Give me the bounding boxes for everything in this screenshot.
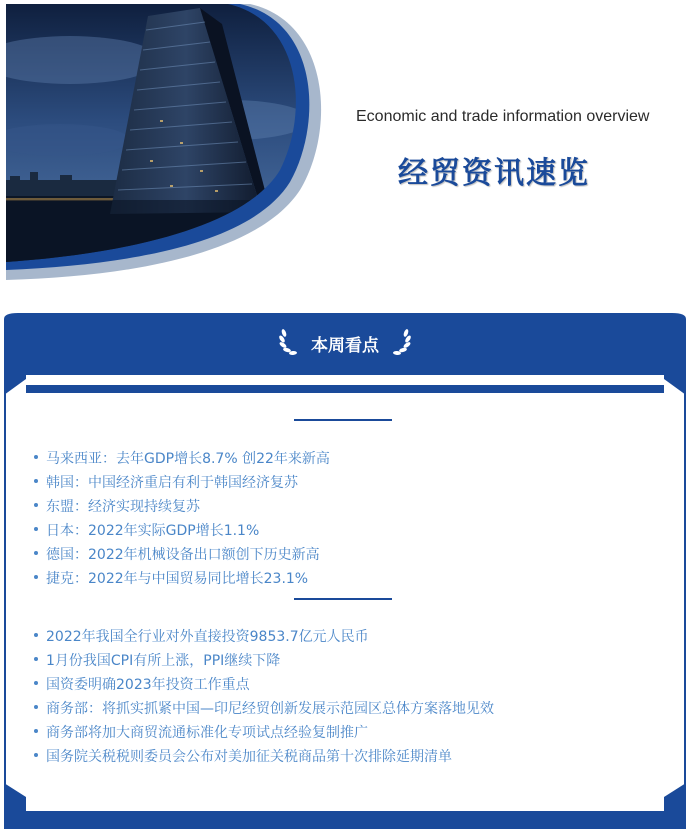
card-title-bar bbox=[4, 313, 686, 373]
news-title: 国务院关税税则委员会公布对美加征关税商品第十次排除延期清单 bbox=[46, 749, 452, 765]
news-title: 东盟：经济实现持续复苏 bbox=[46, 499, 200, 515]
news-link[interactable] bbox=[34, 697, 494, 721]
news-link[interactable] bbox=[34, 447, 330, 471]
bullet-icon bbox=[34, 575, 38, 579]
news-link[interactable] bbox=[34, 543, 330, 567]
bullet-icon bbox=[34, 681, 38, 685]
header-title-cn: 经贸资讯速览 bbox=[398, 156, 590, 191]
section-divider bbox=[294, 598, 392, 600]
bullet-icon bbox=[34, 633, 38, 637]
news-title: 商务部：将抓实抓紧中国—印尼经贸创新发展示范园区总体方案落地见效 bbox=[46, 701, 494, 717]
bullet-icon bbox=[34, 479, 38, 483]
laurel-left-icon bbox=[275, 328, 297, 358]
news-title: 2022年我国全行业对外直接投资9853.7亿元人民币 bbox=[46, 629, 369, 645]
news-link[interactable] bbox=[34, 567, 330, 591]
news-link[interactable] bbox=[34, 649, 494, 673]
international-news-list bbox=[34, 447, 330, 591]
header-subtitle-en: Economic and trade information overview bbox=[356, 108, 650, 125]
news-link[interactable] bbox=[34, 673, 494, 697]
news-link[interactable] bbox=[34, 721, 494, 745]
bullet-icon bbox=[34, 551, 38, 555]
news-title: 1月份我国CPI有所上涨，PPI继续下降 bbox=[46, 653, 281, 669]
bullet-icon bbox=[34, 527, 38, 531]
news-title: 商务部将加大商贸流通标准化专项试点经验复制推广 bbox=[46, 725, 368, 741]
domestic-news-list bbox=[34, 625, 494, 769]
news-link[interactable] bbox=[34, 519, 330, 543]
news-title: 韩国：中国经济重启有利于韩国经济复苏 bbox=[46, 475, 298, 491]
news-title: 马来西亚：去年GDP增长8.7% 创22年来新高 bbox=[46, 451, 330, 467]
bullet-icon bbox=[34, 705, 38, 709]
news-title: 捷克：2022年与中国贸易同比增长23.1% bbox=[46, 571, 309, 587]
bullet-icon bbox=[34, 729, 38, 733]
news-link[interactable] bbox=[34, 471, 330, 495]
skyscraper-photo bbox=[0, 0, 690, 290]
news-link[interactable] bbox=[34, 625, 494, 649]
news-title: 国资委明确2023年投资工作重点 bbox=[46, 677, 250, 693]
news-link[interactable] bbox=[34, 495, 330, 519]
section-divider bbox=[294, 419, 392, 421]
bullet-icon bbox=[34, 657, 38, 661]
news-link[interactable] bbox=[34, 745, 494, 769]
laurel-right-icon bbox=[393, 328, 415, 358]
bullet-icon bbox=[34, 455, 38, 459]
news-title: 德国：2022年机械设备出口额创下历史新高 bbox=[46, 547, 320, 563]
bullet-icon bbox=[34, 503, 38, 507]
news-title: 日本：2022年实际GDP增长1.1% bbox=[46, 523, 260, 539]
card-title: 本周看点 bbox=[311, 335, 379, 356]
weekly-highlights-card bbox=[4, 313, 686, 829]
bullet-icon bbox=[34, 753, 38, 757]
header-banner bbox=[0, 0, 690, 290]
